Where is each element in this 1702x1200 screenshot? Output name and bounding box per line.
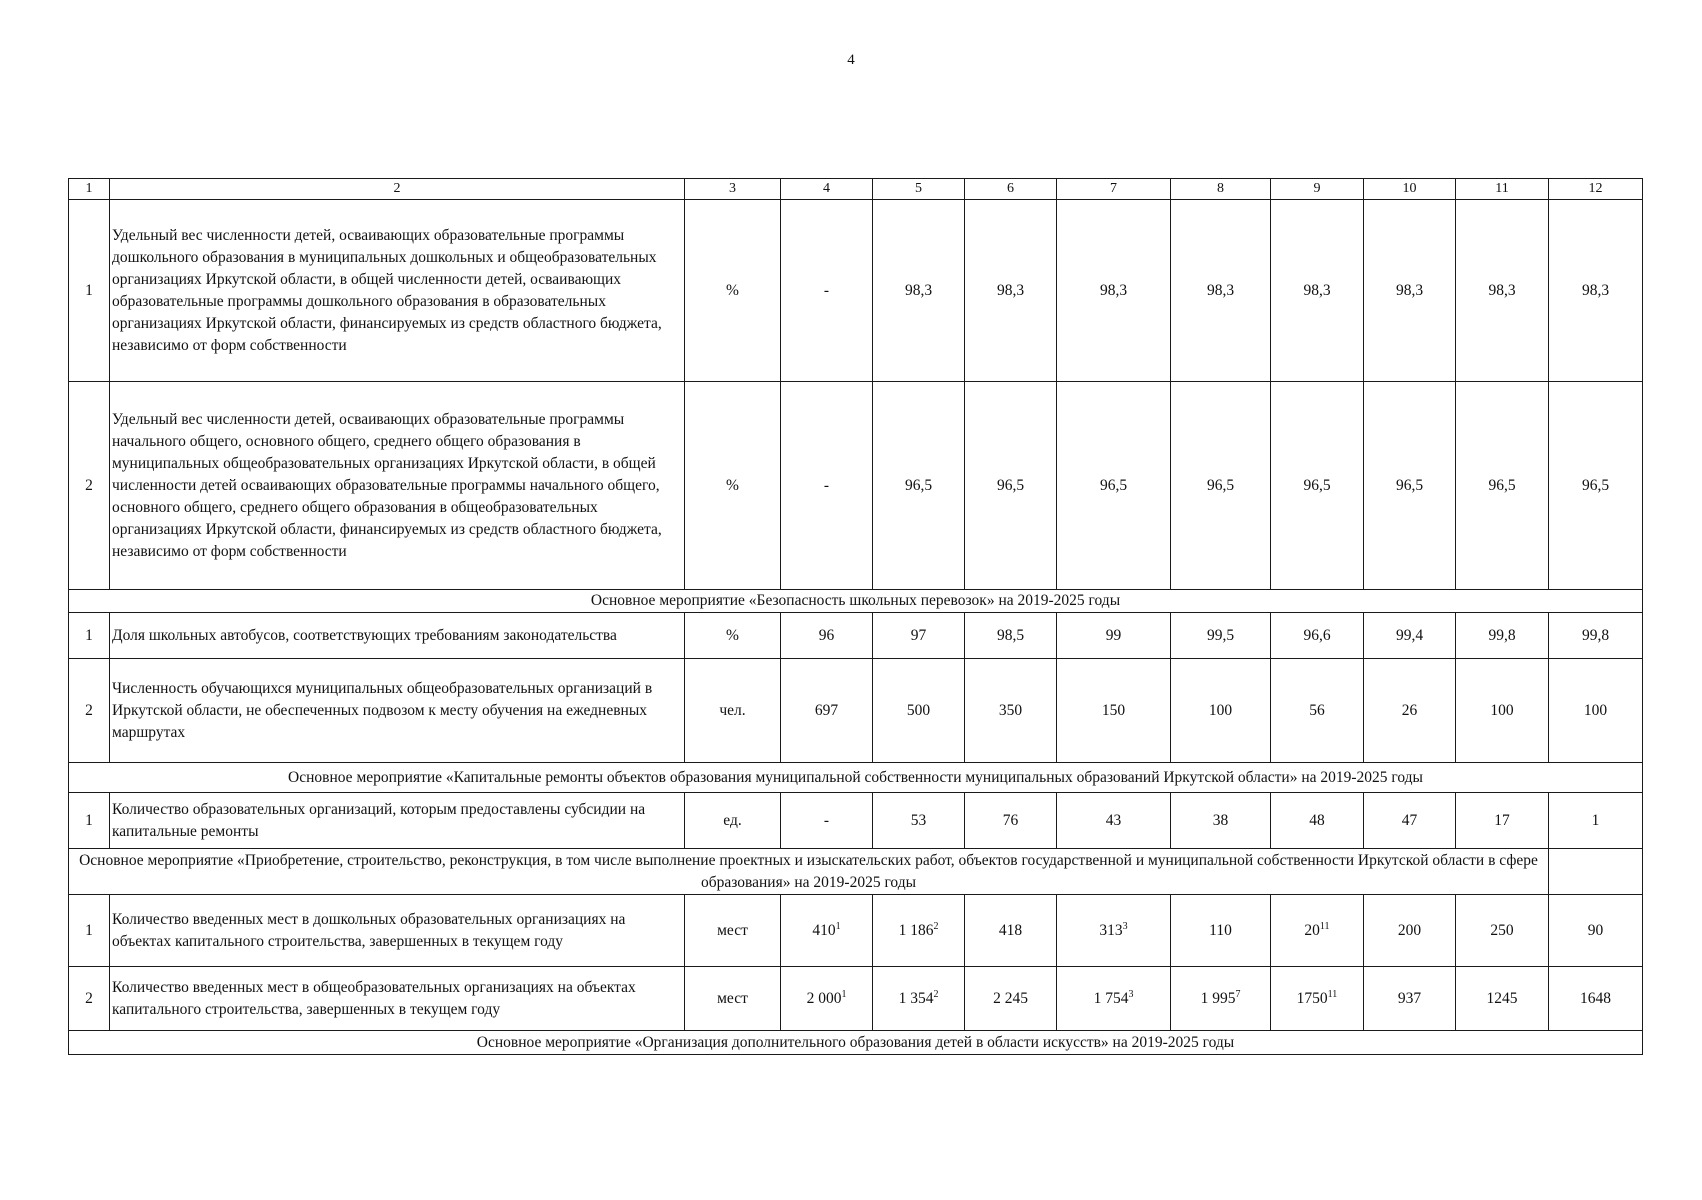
value-cell xyxy=(873,659,965,763)
value-cell xyxy=(1271,200,1364,382)
value-text: 26 xyxy=(1401,701,1418,719)
column-number-cell: 2 xyxy=(110,179,685,200)
section-header-row xyxy=(69,590,1643,613)
column-number-cell: 12 xyxy=(1549,179,1643,200)
value-cell xyxy=(965,793,1057,849)
value-cell xyxy=(1456,659,1549,763)
value-cell xyxy=(1364,382,1456,590)
value-text: 150 xyxy=(1101,701,1126,719)
indicator-description: Удельный вес численности детей, осваивающих образовательные программы дошкольного образования в муниципальных дошкольных и общеобразовательных организациях Иркутской области, в общей численности детей, осваивающих образовательные программы дошкольного образования в образовательных организациях Иркутской области, финансируемых из средств областного бюджета, независимо от форм собственности xyxy=(110,200,685,382)
column-number-cell: 8 xyxy=(1171,179,1271,200)
value-cell xyxy=(1364,793,1456,849)
value-cell xyxy=(1364,895,1456,967)
value-text: 98,3 xyxy=(1303,281,1331,299)
value-text: 98,3 xyxy=(1099,281,1128,299)
value-text: 53 xyxy=(910,811,927,829)
indicator-description: Количество образовательных организаций, которым предоставлены субсидии на капитальные ремонты xyxy=(110,793,685,849)
footnote-marker: 11 xyxy=(1327,988,1338,1000)
value-cell xyxy=(965,382,1057,590)
value-cell xyxy=(781,382,873,590)
value-cell xyxy=(1364,613,1456,659)
value-text: 98,3 xyxy=(1581,281,1610,299)
value-cell xyxy=(1456,895,1549,967)
value-text: 90 xyxy=(1587,921,1604,939)
unit-cell: ед. xyxy=(685,793,781,849)
value-cell xyxy=(1271,613,1364,659)
value-text: - xyxy=(823,811,830,829)
value-text: 96,5 xyxy=(1488,476,1516,494)
unit-cell: мест xyxy=(685,895,781,967)
value-text: 697 xyxy=(814,701,839,719)
value-text: 1 186 xyxy=(898,921,934,939)
value-text: 98,3 xyxy=(1488,281,1516,299)
section-header-row xyxy=(69,1031,1643,1055)
row-number: 1 xyxy=(69,793,110,849)
table-row xyxy=(69,793,1643,849)
value-cell xyxy=(1171,793,1271,849)
value-text: 100 xyxy=(1208,701,1233,719)
value-text: 47 xyxy=(1401,811,1418,829)
value-text: 1245 xyxy=(1486,989,1518,1007)
value-text: 17 xyxy=(1494,811,1510,829)
footnote-marker: 7 xyxy=(1235,988,1241,1000)
footnote-marker: 1 xyxy=(835,920,841,932)
footnote-marker: 2 xyxy=(933,988,939,1000)
row-number: 1 xyxy=(69,895,110,967)
value-cell xyxy=(781,895,873,967)
value-text: 38 xyxy=(1212,811,1229,829)
value-cell xyxy=(965,895,1057,967)
value-cell xyxy=(1456,200,1549,382)
column-number-cell: 9 xyxy=(1271,179,1364,200)
empty-cell xyxy=(1549,849,1643,895)
value-text: 99,5 xyxy=(1206,626,1235,644)
value-cell xyxy=(1364,659,1456,763)
value-text: 20 xyxy=(1304,921,1320,939)
value-cell xyxy=(781,200,873,382)
row-number: 1 xyxy=(69,200,110,382)
table-row xyxy=(69,967,1643,1031)
value-cell xyxy=(781,967,873,1031)
value-text: 76 xyxy=(1002,811,1019,829)
unit-cell: мест xyxy=(685,967,781,1031)
column-number-cell: 5 xyxy=(873,179,965,200)
table-row xyxy=(69,613,1643,659)
value-cell xyxy=(781,793,873,849)
value-text: 350 xyxy=(998,701,1023,719)
value-text: 1 995 xyxy=(1200,989,1236,1007)
column-number-row xyxy=(69,179,1643,200)
value-text: 99,8 xyxy=(1581,626,1610,644)
value-cell xyxy=(1057,659,1171,763)
value-text: 99,8 xyxy=(1488,626,1516,644)
value-cell xyxy=(873,200,965,382)
footnote-marker: 3 xyxy=(1122,920,1128,932)
value-cell xyxy=(781,613,873,659)
column-number-cell: 11 xyxy=(1456,179,1549,200)
value-cell xyxy=(965,967,1057,1031)
value-text: 410 xyxy=(812,921,836,939)
value-cell xyxy=(1549,382,1643,590)
row-number: 2 xyxy=(69,967,110,1031)
column-number-cell: 6 xyxy=(965,179,1057,200)
value-text: 500 xyxy=(906,701,931,719)
unit-cell: чел. xyxy=(685,659,781,763)
value-cell xyxy=(1456,967,1549,1031)
value-cell xyxy=(873,793,965,849)
value-cell xyxy=(1171,895,1271,967)
value-cell xyxy=(781,659,873,763)
value-text: 2 000 xyxy=(806,989,842,1007)
footnote-marker: 2 xyxy=(933,920,939,932)
value-cell xyxy=(1057,895,1171,967)
column-number-cell: 3 xyxy=(685,179,781,200)
section-title: Основное мероприятие «Приобретение, строительство, реконструкция, в том числе выполнение проектных и изыскательских работ, объектов государственной и муниципальной собственности Иркутской области в сфере образования» на 2019-2025 годы xyxy=(69,849,1549,895)
value-text: 2 245 xyxy=(993,989,1028,1007)
value-cell xyxy=(873,382,965,590)
value-text: 110 xyxy=(1209,921,1232,939)
table-row xyxy=(69,659,1643,763)
value-text: - xyxy=(823,281,830,299)
value-cell xyxy=(1549,793,1643,849)
value-text: 1 xyxy=(1591,811,1600,829)
value-cell xyxy=(965,659,1057,763)
value-text: 100 xyxy=(1583,701,1608,719)
value-cell xyxy=(1271,659,1364,763)
value-cell xyxy=(873,613,965,659)
value-text: 418 xyxy=(998,921,1023,939)
value-cell xyxy=(1057,382,1171,590)
table-row xyxy=(69,895,1643,967)
unit-cell: % xyxy=(685,382,781,590)
value-cell xyxy=(1171,382,1271,590)
value-cell xyxy=(1271,382,1364,590)
value-cell xyxy=(1171,613,1271,659)
row-number: 1 xyxy=(69,613,110,659)
value-text: 1 754 xyxy=(1093,989,1129,1007)
value-cell xyxy=(1171,967,1271,1031)
value-text: 99 xyxy=(1105,626,1122,644)
value-cell xyxy=(965,200,1057,382)
value-text: 43 xyxy=(1105,811,1122,829)
value-text: 98,5 xyxy=(996,626,1025,644)
value-text: 1 354 xyxy=(898,989,934,1007)
value-cell xyxy=(1456,793,1549,849)
value-text: 98,3 xyxy=(1395,281,1424,299)
value-cell xyxy=(1057,613,1171,659)
value-cell xyxy=(1271,967,1364,1031)
section-header-row xyxy=(69,849,1643,895)
unit-cell: % xyxy=(685,613,781,659)
section-title: Основное мероприятие «Безопасность школьных перевозок» на 2019-2025 годы xyxy=(69,590,1643,613)
column-number-cell: 10 xyxy=(1364,179,1456,200)
value-text: 56 xyxy=(1309,701,1325,719)
value-cell xyxy=(1456,382,1549,590)
value-cell xyxy=(1271,793,1364,849)
row-number: 2 xyxy=(69,382,110,590)
value-text: 1750 xyxy=(1296,989,1328,1007)
value-cell xyxy=(1549,895,1643,967)
footnote-marker: 11 xyxy=(1319,920,1330,932)
row-number: 2 xyxy=(69,659,110,763)
value-text: 98,3 xyxy=(904,281,933,299)
value-text: 98,3 xyxy=(1206,281,1235,299)
value-cell xyxy=(1271,895,1364,967)
value-text: 313 xyxy=(1099,921,1123,939)
value-text: - xyxy=(823,476,830,494)
value-cell xyxy=(1057,967,1171,1031)
indicator-description: Численность обучающихся муниципальных общеобразовательных организаций в Иркутской области, не обеспеченных подвозом к месту обучения на ежедневных маршрутах xyxy=(110,659,685,763)
value-text: 96,5 xyxy=(1303,476,1331,494)
value-cell xyxy=(1171,200,1271,382)
value-cell xyxy=(1549,200,1643,382)
section-title: Основное мероприятие «Капитальные ремонты объектов образования муниципальной собственности муниципальных образований Иркутской области» на 2019-2025 годы xyxy=(69,763,1643,793)
column-number-cell: 4 xyxy=(781,179,873,200)
value-text: 96,5 xyxy=(1206,476,1235,494)
indicator-description: Удельный вес численности детей, осваивающих образовательные программы начального общего, основного общего, среднего общего образования в муниципальных общеобразовательных организациях Иркутской области, в общей численности детей осваивающих образовательные программы начального общего, основного общего, среднего общего образования в общеобразовательных организациях Иркутской области, финансируемых из средств областного бюджета, независимо от форм собственности xyxy=(110,382,685,590)
value-text: 99,4 xyxy=(1395,626,1424,644)
value-cell xyxy=(1364,967,1456,1031)
value-text: 200 xyxy=(1397,921,1422,939)
section-title: Основное мероприятие «Организация дополнительного образования детей в области искусств» на 2019-2025 годы xyxy=(69,1031,1643,1055)
footnote-marker: 1 xyxy=(841,988,847,1000)
page-number: 4 xyxy=(847,52,855,68)
column-number-cell: 7 xyxy=(1057,179,1171,200)
indicator-description: Количество введенных мест в дошкольных образовательных организациях на объектах капитального строительства, завершенных в текущем году xyxy=(110,895,685,967)
value-cell xyxy=(873,895,965,967)
table-row xyxy=(69,382,1643,590)
value-text: 96 xyxy=(818,626,835,644)
value-text: 97 xyxy=(910,626,927,644)
value-text: 96,5 xyxy=(996,476,1025,494)
value-cell xyxy=(1549,613,1643,659)
table-body xyxy=(69,179,1643,1055)
value-cell xyxy=(873,967,965,1031)
value-text: 98,3 xyxy=(996,281,1025,299)
value-text: 1648 xyxy=(1580,989,1611,1007)
value-text: 250 xyxy=(1490,921,1514,939)
value-cell xyxy=(1057,200,1171,382)
value-cell xyxy=(1549,659,1643,763)
value-text: 937 xyxy=(1397,989,1422,1007)
value-cell xyxy=(1456,613,1549,659)
indicator-description: Количество введенных мест в общеобразовательных организациях на объектах капитального строительства, завершенных в текущем году xyxy=(110,967,685,1031)
value-text: 48 xyxy=(1309,811,1325,829)
column-number-cell: 1 xyxy=(69,179,110,200)
value-cell xyxy=(1057,793,1171,849)
value-text: 96,5 xyxy=(1395,476,1424,494)
table-row xyxy=(69,200,1643,382)
value-text: 96,5 xyxy=(904,476,933,494)
value-text: 96,5 xyxy=(1099,476,1128,494)
value-cell xyxy=(1364,200,1456,382)
value-cell xyxy=(1171,659,1271,763)
value-cell xyxy=(1549,967,1643,1031)
value-text: 100 xyxy=(1490,701,1514,719)
section-header-row xyxy=(69,763,1643,793)
value-text: 96,5 xyxy=(1581,476,1610,494)
value-text: 96,6 xyxy=(1303,626,1331,644)
value-cell xyxy=(965,613,1057,659)
indicators-table xyxy=(68,178,1643,1055)
unit-cell: % xyxy=(685,200,781,382)
indicator-description: Доля школьных автобусов, соответствующих требованиям законодательства xyxy=(110,613,685,659)
footnote-marker: 3 xyxy=(1128,988,1134,1000)
